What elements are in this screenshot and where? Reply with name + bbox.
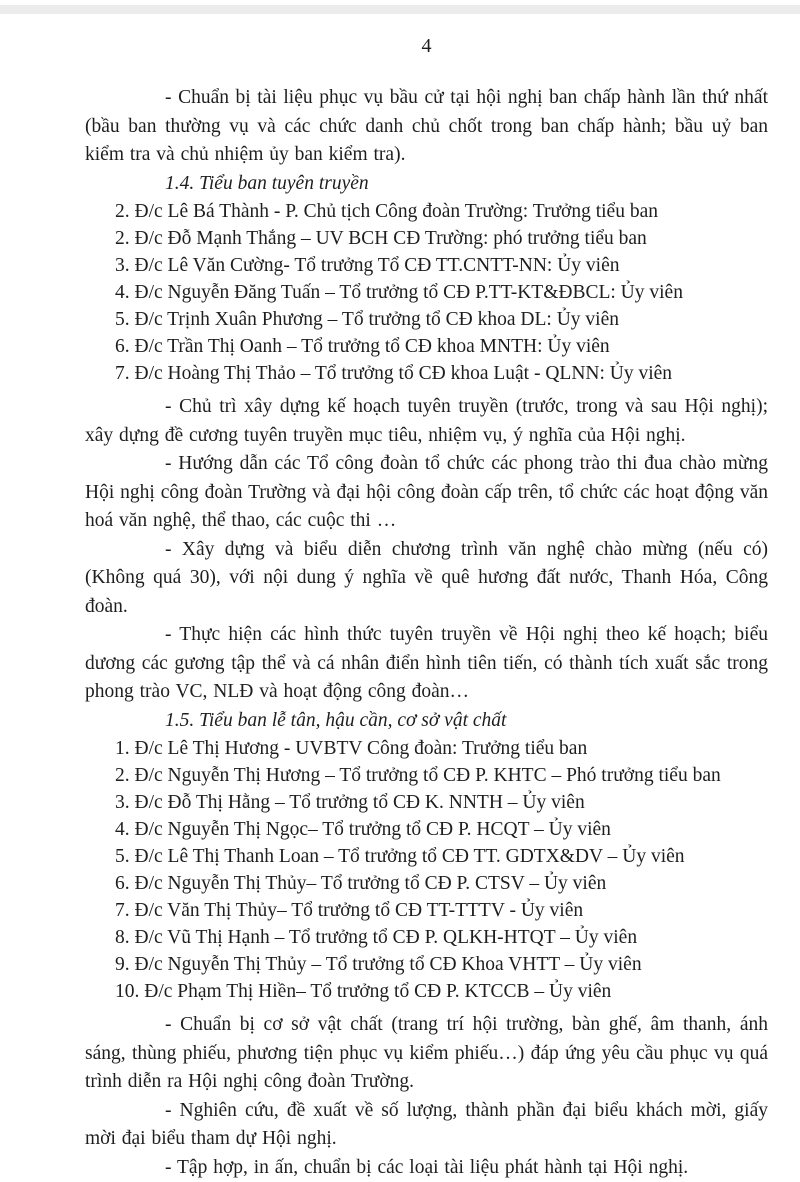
paragraph: - Nghiên cứu, đề xuất về số lượng, thành phần đại biểu khách mời, giấy mời đại biểu tham dự Hội nghị. bbox=[85, 1097, 768, 1154]
list-item: 2. Đ/c Đỗ Mạnh Thắng – UV BCH CĐ Trường: phó trưởng tiểu ban bbox=[115, 225, 768, 252]
paragraph: - Chủ trì xây dựng kế hoạch tuyên truyền (trước, trong và sau Hội nghị); xây dựng đề cương tuyên truyền mục tiêu, nhiệm vụ, ý nghĩa của Hội nghị. bbox=[85, 393, 768, 450]
list-item: 2. Đ/c Nguyễn Thị Hương – Tổ trưởng tổ CĐ P. KHTC – Phó trưởng tiểu ban bbox=[115, 762, 768, 789]
paragraph: - Tập hợp, in ấn, chuẩn bị các loại tài liệu phát hành tại Hội nghị. bbox=[85, 1154, 768, 1182]
paragraph: - Thực hiện các hình thức tuyên truyền về Hội nghị theo kế hoạch; biểu dương các gương tập thể và cá nhân điển hình tiên tiến, có thành tích xuất sắc trong phong trào VC, NLĐ và hoạt động công đoàn… bbox=[85, 621, 768, 707]
section-heading-1-4: 1.4. Tiểu ban tuyên truyền bbox=[165, 170, 768, 199]
page-number: 4 bbox=[85, 32, 768, 60]
section-heading-1-5: 1.5. Tiểu ban lễ tân, hậu cần, cơ sở vật chất bbox=[165, 707, 768, 736]
list-item: 2. Đ/c Lê Bá Thành - P. Chủ tịch Công đoàn Trường: Trưởng tiểu ban bbox=[115, 198, 768, 225]
list-item: 6. Đ/c Trần Thị Oanh – Tổ trưởng tổ CĐ khoa MNTH: Ủy viên bbox=[115, 333, 768, 360]
list-item: 6. Đ/c Nguyễn Thị Thủy– Tổ trưởng tổ CĐ P. CTSV – Ủy viên bbox=[115, 870, 768, 897]
member-list-1-4 bbox=[85, 198, 768, 387]
member-list-1-5 bbox=[85, 735, 768, 1005]
list-item: 7. Đ/c Văn Thị Thủy– Tổ trưởng tổ CĐ TT-TTTV - Ủy viên bbox=[115, 897, 768, 924]
list-item: 4. Đ/c Nguyễn Đăng Tuấn – Tổ trưởng tổ CĐ P.TT-KT&ĐBCL: Ủy viên bbox=[115, 279, 768, 306]
paragraph: - Xây dựng và biểu diễn chương trình văn nghệ chào mừng (nếu có)(Không quá 30), với nội dung ý nghĩa về quê hương đất nước, Thanh Hóa, Công đoàn. bbox=[85, 536, 768, 622]
list-item: 1. Đ/c Lê Thị Hương - UVBTV Công đoàn: Trưởng tiểu ban bbox=[115, 735, 768, 762]
list-item: 8. Đ/c Vũ Thị Hạnh – Tổ trưởng tổ CĐ P. QLKH-HTQT – Ủy viên bbox=[115, 924, 768, 951]
tasks-1-5 bbox=[85, 1011, 768, 1182]
list-item: 4. Đ/c Nguyễn Thị Ngọc– Tổ trưởng tổ CĐ P. HCQT – Ủy viên bbox=[115, 816, 768, 843]
list-item: 7. Đ/c Hoàng Thị Thảo – Tổ trưởng tổ CĐ khoa Luật - QLNN: Ủy viên bbox=[115, 360, 768, 387]
list-item: 3. Đ/c Lê Văn Cường- Tổ trưởng Tổ CĐ TT.CNTT-NN: Ủy viên bbox=[115, 252, 768, 279]
tasks-1-4 bbox=[85, 393, 768, 707]
list-item: 3. Đ/c Đỗ Thị Hằng – Tổ trưởng tổ CĐ K. NNTH – Ủy viên bbox=[115, 789, 768, 816]
list-item: 5. Đ/c Lê Thị Thanh Loan – Tổ trưởng tổ CĐ TT. GDTX&DV – Ủy viên bbox=[115, 843, 768, 870]
list-item: 5. Đ/c Trịnh Xuân Phương – Tổ trưởng tổ CĐ khoa DL: Ủy viên bbox=[115, 306, 768, 333]
document-page bbox=[85, 0, 768, 1182]
paragraph: - Chuẩn bị cơ sở vật chất (trang trí hội trường, bàn ghế, âm thanh, ánh sáng, thùng phiếu, phương tiện phục vụ kiểm phiếu…) đáp ứng yêu cầu phục vụ quá trình diễn ra Hội nghị công đoàn Trường. bbox=[85, 1011, 768, 1097]
intro-paragraph: - Chuẩn bị tài liệu phục vụ bầu cử tại hội nghị ban chấp hành lần thứ nhất (bầu ban thường vụ và các chức danh chủ chốt trong ban chấp hành; bầu uỷ ban kiểm tra và chủ nhiệm ủy ban kiểm tra). bbox=[85, 84, 768, 170]
list-item: 9. Đ/c Nguyễn Thị Thủy – Tổ trưởng tổ CĐ Khoa VHTT – Ủy viên bbox=[115, 951, 768, 978]
list-item: 10. Đ/c Phạm Thị Hiền– Tổ trưởng tổ CĐ P. KTCCB – Ủy viên bbox=[115, 978, 768, 1005]
paragraph: - Hướng dẫn các Tổ công đoàn tổ chức các phong trào thi đua chào mừng Hội nghị công đoàn Trường và đại hội công đoàn cấp trên, tổ chức các hoạt động văn hoá văn nghệ, thể thao, các cuộc thi … bbox=[85, 450, 768, 536]
